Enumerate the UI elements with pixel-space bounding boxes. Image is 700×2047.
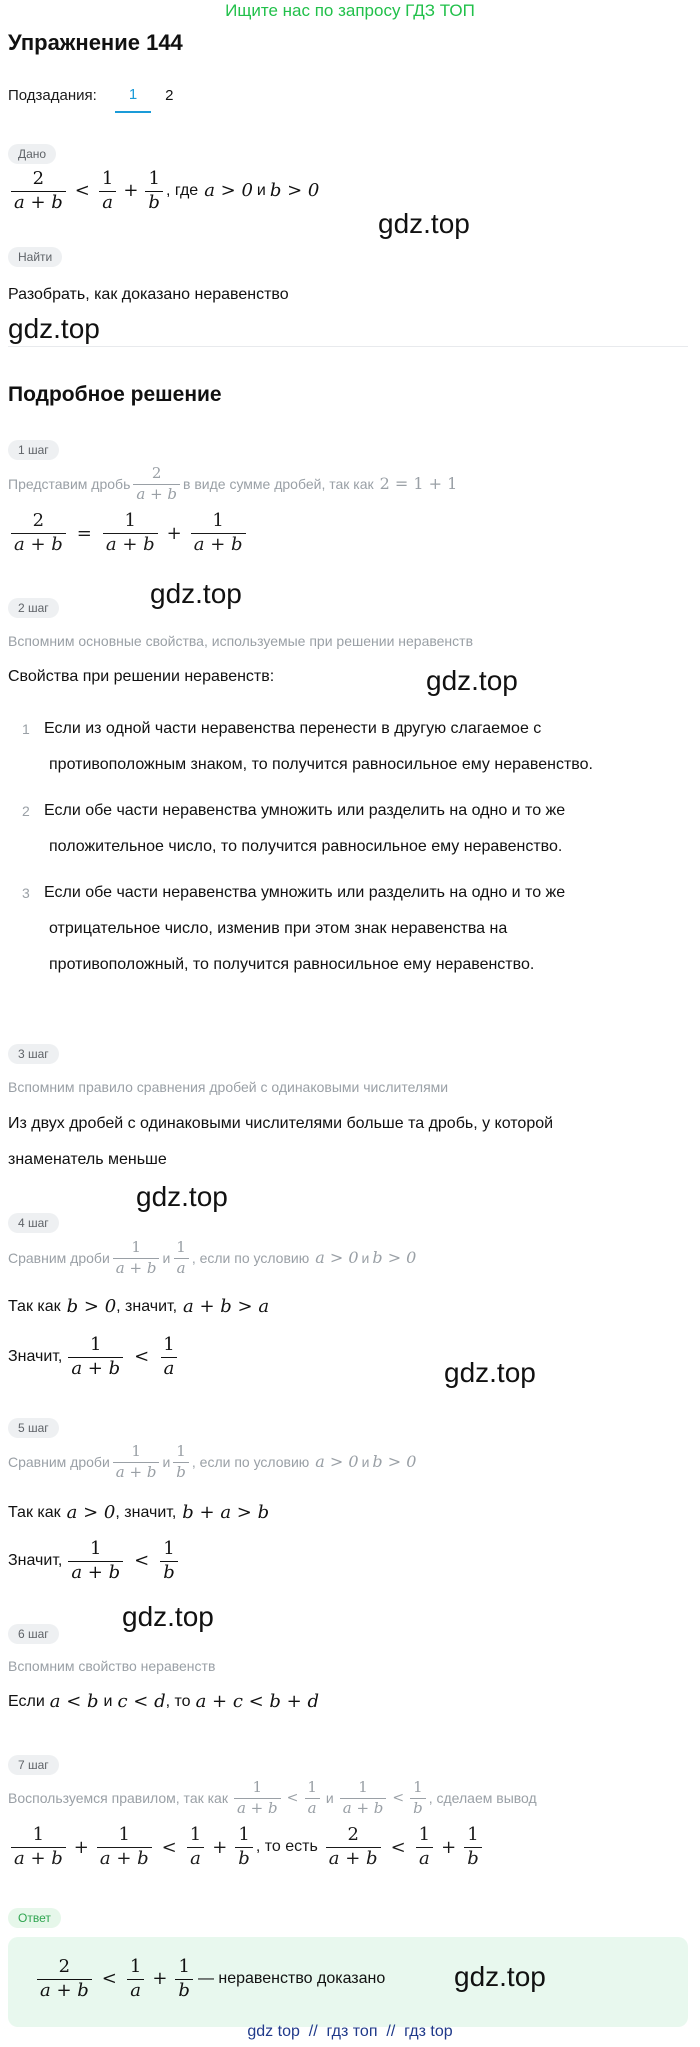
step-4-since xyxy=(8,1296,269,1318)
step-4-intro xyxy=(8,1240,416,1277)
step-4-cond: , если по условию xyxy=(191,1250,310,1267)
list-item xyxy=(22,718,692,754)
step-5-intro xyxy=(8,1444,416,1481)
list-item-text: противоположный, то получится равносильное ему неравенство. xyxy=(49,956,535,973)
step-6-badge: 6 шаг xyxy=(8,1624,59,1644)
step-6-rule xyxy=(8,1691,319,1713)
frac: $\frac{1}{a}$ xyxy=(187,1826,204,1869)
step-6-intro: Вспомним свойство неравенств xyxy=(8,1658,216,1674)
answer-badge: Ответ xyxy=(8,1908,61,1928)
and-word: и xyxy=(361,1454,370,1471)
step-1-intro xyxy=(8,466,457,503)
eq-sign: = xyxy=(76,522,92,544)
step-1-formula xyxy=(8,512,249,555)
and-word: и xyxy=(162,1454,171,1471)
plus-sign: + xyxy=(152,1968,168,1990)
frac: $\frac{1}{a + b}$ xyxy=(340,1780,387,1817)
step-5-therefore xyxy=(8,1540,181,1583)
step-4-badge: 4 шаг xyxy=(8,1213,59,1233)
frac: $\frac{1}{a}$ xyxy=(416,1826,433,1869)
lt-sign: < xyxy=(392,1790,405,1807)
step-7-badge: 7 шаг xyxy=(8,1755,59,1775)
since-expr: b > 0 xyxy=(66,1296,117,1317)
since-word: Так как xyxy=(8,1504,61,1521)
step-7-text-1: Воспользуемся правилом, так как xyxy=(8,1790,228,1807)
watermark: gdz.top xyxy=(454,1961,546,1992)
given-badge: Дано xyxy=(8,144,56,164)
tab-subtask-2[interactable]: 2 xyxy=(165,87,174,104)
step-3-text-2: знаменатель меньше xyxy=(8,1151,167,1168)
expr: c < d xyxy=(117,1691,166,1712)
list-item-number: 2 xyxy=(22,803,30,819)
frac: $\frac{1}{b}$ xyxy=(235,1826,253,1869)
divider xyxy=(8,346,688,347)
and-word: и xyxy=(103,1693,113,1710)
step-3-text-1: Из двух дробей с одинаковыми числителями больше та дробь, у которой xyxy=(8,1115,554,1132)
list-item xyxy=(22,882,692,918)
lt-sign: < xyxy=(286,1790,299,1807)
list-item-text: отрицательное число, изменив при этом знак неравенства на xyxy=(49,920,508,937)
step-1-eq: 2 = 1 + 1 xyxy=(379,474,458,494)
frac: $\frac{1}{b}$ xyxy=(410,1780,426,1817)
step-7-formula xyxy=(8,1826,485,1869)
watermark: gdz.top xyxy=(378,208,470,239)
step-4-compare: Сравним дроби xyxy=(8,1250,110,1267)
step-3-badge: 3 шаг xyxy=(8,1044,59,1064)
then-word: , то xyxy=(165,1693,191,1710)
frac: $\frac{1}{a + b}$ xyxy=(68,1540,123,1583)
given-frac-1-over-a: $\frac{1}{a}$ xyxy=(99,170,116,213)
frac: $\frac{1}{b}$ xyxy=(464,1826,482,1869)
given-expression xyxy=(8,170,319,213)
step-2-intro: Вспомним основные свойства, используемые при решении неравенств xyxy=(8,633,474,649)
step-3-intro: Вспомним правило сравнения дробей с одинаковыми числителями xyxy=(8,1079,449,1095)
step-4-therefore xyxy=(8,1336,181,1379)
since-expr: a > 0 xyxy=(66,1502,116,1523)
watermark: gdz.top xyxy=(444,1357,536,1388)
given-frac-2-over-ab: $\frac{2}{a + b}$ xyxy=(11,170,66,213)
watermark: gdz.top xyxy=(8,313,100,344)
therefore-word: Значит, xyxy=(8,1348,63,1366)
step-5-since xyxy=(8,1502,269,1524)
frac: $\frac{2}{a + b}$ xyxy=(37,1958,92,2001)
given-cond-a: a > 0 xyxy=(204,180,253,202)
given-where: , где xyxy=(165,182,199,200)
list-item-number: 3 xyxy=(22,885,30,901)
plus-sign: + xyxy=(441,1836,457,1858)
subtasks-bar xyxy=(8,86,188,113)
frac: $\frac{1}{a + b}$ xyxy=(103,512,158,555)
frac: $\frac{1}{a + b}$ xyxy=(113,1240,160,1277)
watermark: gdz.top xyxy=(122,1601,214,1632)
lt-sign: < xyxy=(390,1836,406,1858)
plus-sign: + xyxy=(166,522,182,544)
solution-title: Подробное решение xyxy=(8,383,222,406)
lt-sign: < xyxy=(134,1550,150,1572)
step-2-badge: 2 шаг xyxy=(8,598,59,618)
list-item-text: Если из одной части неравенства перенести в другую слагаемое с xyxy=(44,720,542,737)
plus-sign: + xyxy=(123,180,139,202)
means-word: , значит, xyxy=(115,1504,177,1521)
frac: $\frac{1}{b}$ xyxy=(175,1958,193,2001)
cond-a: a > 0 xyxy=(315,1248,359,1268)
watermark: gdz.top xyxy=(426,665,518,696)
since-word: Так как xyxy=(8,1298,61,1315)
expr: a + c < b + d xyxy=(195,1691,319,1712)
step-5-cond: , если по условию xyxy=(191,1454,310,1471)
if-word: Если xyxy=(8,1693,45,1710)
and-word: и xyxy=(325,1790,334,1807)
find-badge: Найти xyxy=(8,247,62,267)
plus-sign: + xyxy=(212,1836,228,1858)
lt-sign: < xyxy=(101,1968,117,1990)
watermark: gdz.top xyxy=(150,578,242,609)
step-5-badge: 5 шаг xyxy=(8,1418,59,1438)
cond-b: b > 0 xyxy=(372,1452,417,1472)
frac: $\frac{1}{a + b}$ xyxy=(11,1826,66,1869)
frac: $\frac{1}{a + b}$ xyxy=(234,1780,281,1817)
frac: $\frac{1}{b}$ xyxy=(173,1444,189,1481)
step-1-inline-frac: $\frac{2}{a + b}$ xyxy=(133,466,180,503)
answer-content xyxy=(34,1958,385,2001)
list-item-text: Если обе части неравенства умножить или разделить на одно и то же xyxy=(44,884,566,901)
watermark: gdz.top xyxy=(136,1181,228,1212)
cond-b: b > 0 xyxy=(372,1248,417,1268)
given-cond-b: b > 0 xyxy=(269,180,320,202)
answer-text: — неравенство доказано xyxy=(197,1970,386,1988)
means-word: , значит, xyxy=(116,1298,178,1315)
lt-sign: < xyxy=(134,1346,150,1368)
lt-sign: < xyxy=(74,180,90,202)
given-and: и xyxy=(256,182,266,200)
expr: a < b xyxy=(49,1691,99,1712)
frac: $\frac{1}{a}$ xyxy=(304,1780,320,1817)
step-2-heading: Свойства при решении неравенств: xyxy=(8,668,275,685)
that-is-word: , то есть xyxy=(255,1838,318,1856)
step-5-compare: Сравним дроби xyxy=(8,1454,110,1471)
search-banner[interactable]: Ищите нас по запросу ГДЗ ТОП xyxy=(225,1,475,20)
step-7-intro xyxy=(8,1780,537,1817)
means-expr: a + b > a xyxy=(183,1296,270,1317)
plus-sign: + xyxy=(73,1836,89,1858)
footer-links[interactable]: gdz top // гдз топ // гдз top xyxy=(247,2023,453,2040)
frac: $\frac{1}{a}$ xyxy=(173,1240,189,1277)
find-text: Разобрать, как доказано неравенство xyxy=(8,286,289,303)
list-item xyxy=(22,800,692,836)
frac: $\frac{1}{b}$ xyxy=(160,1540,178,1583)
frac: $\frac{1}{a}$ xyxy=(160,1336,177,1379)
given-frac-1-over-b: $\frac{1}{b}$ xyxy=(145,170,163,213)
frac: $\frac{1}{a + b}$ xyxy=(97,1826,152,1869)
cond-a: a > 0 xyxy=(315,1452,359,1472)
and-word: и xyxy=(361,1250,370,1267)
therefore-word: Значит, xyxy=(8,1552,63,1570)
list-item-text: противоположным знаком, то получится равносильное ему неравенство. xyxy=(49,756,593,773)
step-1-text-before: Представим дробь xyxy=(8,476,131,493)
page-title: Упражнение 144 xyxy=(8,30,183,55)
step-1-badge: 1 шаг xyxy=(8,440,59,460)
list-item-text: положительное число, то получится равносильное ему неравенство. xyxy=(49,838,563,855)
subtasks-label: Подзадания: xyxy=(8,87,97,104)
step-1-text-after: в виде сумме дробей, так как xyxy=(183,476,374,493)
frac: $\frac{2}{a + b}$ xyxy=(11,512,66,555)
step-7-text-2: , сделаем вывод xyxy=(428,1790,537,1807)
tab-subtask-1[interactable]: 1 xyxy=(115,86,151,113)
and-word: и xyxy=(162,1250,171,1267)
properties-list xyxy=(22,718,692,990)
frac: $\frac{1}{a + b}$ xyxy=(191,512,246,555)
lt-sign: < xyxy=(161,1836,177,1858)
list-item-number: 1 xyxy=(22,721,30,737)
frac: $\frac{1}{a}$ xyxy=(127,1958,144,2001)
frac: $\frac{1}{a + b}$ xyxy=(113,1444,160,1481)
frac: $\frac{1}{a + b}$ xyxy=(68,1336,123,1379)
means-expr: b + a > b xyxy=(182,1502,270,1523)
frac: $\frac{2}{a + b}$ xyxy=(326,1826,381,1869)
list-item-text: Если обе части неравенства умножить или разделить на одно и то же xyxy=(44,802,566,819)
